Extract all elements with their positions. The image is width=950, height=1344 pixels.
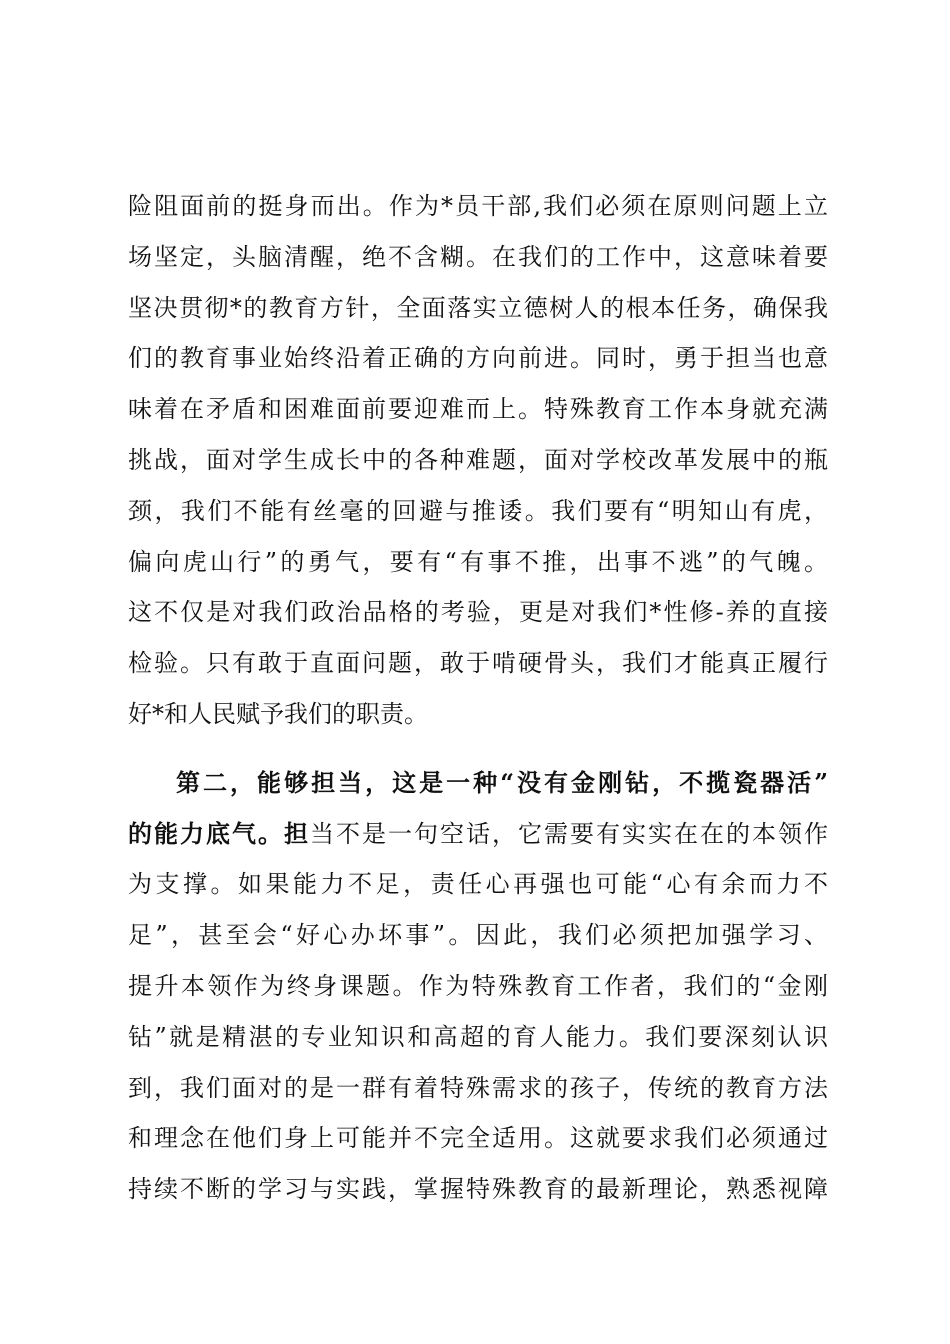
text-line: 味着在矛盾和困难面前要迎难而上。特殊教育工作本身就充满	[128, 395, 828, 424]
text-line: 到，我们面对的是一群有着特殊需求的孩子，传统的教育方法	[128, 1073, 828, 1102]
text-line: 持续不断的学习与实践，掌握特殊教育的最新理论，熟悉视障	[128, 1175, 828, 1204]
text-line: 钻”就是精湛的专业知识和高超的育人能力。我们要深刻认识	[128, 1022, 828, 1051]
text-line: 挑战，面对学生成长中的各种难题，面对学校改革发展中的瓶	[128, 445, 828, 474]
text-line: 们的教育事业始终沿着正确的方向前进。同时，勇于担当也意	[128, 344, 828, 373]
section-heading: 第二，能够担当，这是一种“没有金刚钻，不揽瓷器活”	[176, 767, 828, 797]
heading-continuation-line	[128, 814, 828, 865]
section-heading-end: 的能力底气。担	[128, 818, 310, 848]
text-line: 检验。只有敢于直面问题，敢于啃硬骨头，我们才能真正履行	[128, 649, 828, 678]
document-body	[128, 186, 828, 1220]
text-line: 这不仅是对我们政治品格的考验，更是对我们*性修-养的直接	[128, 598, 828, 627]
paragraph-text: 当不是一句空话，它需要有实实在在的本领作	[310, 819, 828, 848]
text-line: 和理念在他们身上可能并不完全适用。这就要求我们必须通过	[128, 1124, 828, 1153]
text-line: 为支撑。如果能力不足，责任心再强也可能“心有余而力不	[128, 870, 828, 899]
paragraph-gap	[128, 745, 828, 763]
text-line: 足”，甚至会“好心办坏事”。因此，我们必须把加强学习、	[128, 921, 828, 950]
text-line: 偏向虎山行”的勇气，要有“有事不推，出事不逃”的气魄。	[128, 547, 828, 576]
text-line: 颈，我们不能有丝毫的回避与推诿。我们要有“明知山有虎，	[128, 496, 828, 525]
text-line: 场坚定，头脑清醒，绝不含糊。在我们的工作中，这意味着要	[128, 242, 828, 271]
text-line: 坚决贯彻*的教育方针，全面落实立德树人的根本任务，确保我	[128, 293, 828, 322]
text-line: 提升本领作为终身课题。作为特殊教育工作者，我们的“金刚	[128, 971, 828, 1000]
text-line: 好*和人民赋予我们的职责。	[128, 699, 428, 728]
text-line: 险阻面前的挺身而出。作为*员干部,我们必须在原则问题上立	[128, 192, 828, 220]
